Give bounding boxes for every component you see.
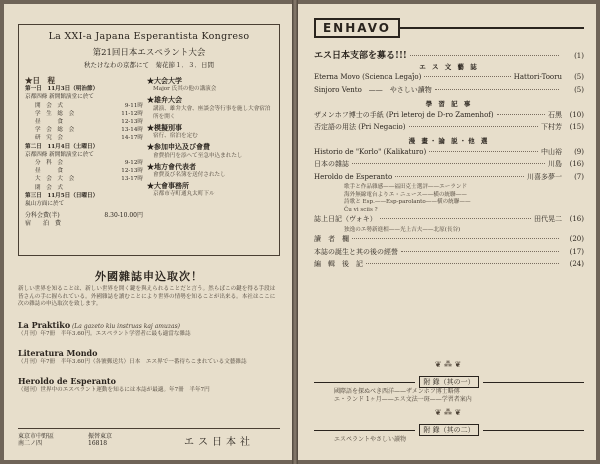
toc-page: (17) (569, 247, 584, 256)
event-text: 會費及び名簿を送付されたし (153, 172, 226, 179)
event-item (147, 77, 273, 93)
toc-title: ザメンホフ博士の手紙 (Pri leteroj de D-ro Zamenhof) (314, 110, 494, 119)
toc-sub-line: 歌手と作品雜感——福田克士選評——エーランド (344, 184, 468, 190)
event-title: ★大會事務所 (147, 181, 189, 191)
magazine-entry (18, 350, 280, 367)
toc-sub-line: 独逸のエ勢新進相——光上吉夫——北原(長谷) (344, 226, 461, 233)
schedule-item: 昼 食 (35, 168, 63, 175)
magazine-description: （月刊）年7冊 半年3.60円（各號郵送共）日本 エス界で一番待ちこまれている文藝雜誌 (18, 359, 247, 366)
header-rule (400, 27, 584, 29)
toc-section-heading: 漫 畫・論 説・他 選 (408, 136, 490, 145)
schedule-item: 分 科 会 (35, 160, 63, 167)
magazine-entry (18, 322, 280, 339)
schedule-time: 13-17時 (121, 176, 143, 183)
schedule-item: 開 会 式 (35, 102, 63, 109)
toc-author: 川島 (548, 160, 562, 168)
toc-entry[interactable] (314, 159, 584, 172)
toc-title: エス日本支部を募る!!! (314, 51, 407, 61)
congress-subtitle: 第21回日本エスペラント大会 (92, 48, 206, 58)
toc-section-heading: 學 習 記 事 (425, 99, 473, 108)
schedule-row (25, 167, 143, 175)
event-text: 講演、雄弁大會、座談会等行事を施し大會宿泊所を開く (153, 105, 271, 120)
event-item (147, 124, 273, 140)
toc-page: (5) (574, 72, 584, 81)
congress-advertisement (18, 24, 280, 256)
toc-entry[interactable] (314, 247, 584, 260)
toc-entry[interactable] (314, 73, 584, 86)
magazine-name: Heroldo de Esperanto (18, 376, 116, 386)
event-item (147, 96, 273, 121)
schedule-item: 学 会 総 会 (35, 127, 75, 134)
schedule-row (25, 110, 143, 118)
toc-author: 田代晃二 (534, 215, 562, 224)
day2-place: 京都四條 新開館演堂に於て (25, 151, 94, 158)
event-title: ★地方會代表者 (147, 161, 196, 171)
toc-author: 中山裕 (541, 147, 562, 156)
toc-entry[interactable] (314, 110, 584, 123)
toc-sub-line: 海外無線電台よりエ・ニュース——横の統聯—— (344, 191, 467, 198)
day2-heading: 第二日 11月4日（土曜日） (25, 143, 99, 150)
event-item (147, 143, 273, 159)
address-line-1: 東京市中野區 (18, 433, 55, 440)
fee-label-2: 宿 泊 費 (25, 220, 62, 228)
toc-entry[interactable] (314, 259, 584, 272)
appendix-1 (314, 376, 584, 404)
schedule-time: 11-12時 (121, 110, 143, 117)
schedule-column (25, 77, 143, 229)
toc-page: (24) (569, 260, 584, 269)
event-title: ★雄弁大会 (147, 95, 182, 105)
appendix-1-line: 國際語を探ぬべき西洋——ザメンホフ博士略傳 (334, 388, 460, 395)
appendix-2-line: エスペラントやさしい讀物 (334, 436, 407, 443)
enhavo-logo: ENHAVO (314, 18, 400, 38)
schedule-time: 13-14時 (121, 127, 143, 134)
table-of-contents (314, 48, 584, 272)
schedule-item: 研 究 会 (35, 135, 63, 142)
schedule-time: 9-12時 (124, 160, 143, 167)
day3-note: 嵐山方面に於て (25, 201, 65, 208)
account-label: 振替東京 (88, 433, 113, 440)
schedule-time: 12-13時 (121, 119, 143, 126)
ornament-divider: ❦ ⁂ ❦ (434, 360, 462, 369)
toc-page: (7) (574, 172, 584, 181)
magazine-description: （週刊）世界中のエスペラント運動を知るには本誌が最適。年7冊 半年7円 (18, 387, 210, 394)
magazine-subtitle: (La gazeto kiu instruas kaj amuzas) (71, 323, 180, 330)
congress-tagline: 秋たけなわの京都にて 菊花節１．３．日間 (84, 61, 214, 69)
appendix-2-label: 附 錄（其の二） (419, 424, 478, 436)
toc-author: 石黑 (548, 110, 562, 119)
schedule-item: 大 会 大 会 (35, 176, 75, 183)
schedule-row (25, 134, 143, 142)
toc-page: (1) (574, 52, 584, 60)
account-number: 16818 (88, 440, 108, 447)
fee-value: 8.30-10.00円 (104, 212, 143, 220)
events-column (147, 77, 273, 229)
day1-heading: 第一日 11月3日（明治節） (25, 86, 99, 93)
toc-sub-line: 詩歌と Esp.——Esp-parolanto——横の統聯—— (344, 199, 471, 206)
toc-entry[interactable] (314, 172, 584, 185)
event-text: Major 氏其の他の講演会 (153, 86, 217, 93)
event-title: ★参加申込及び會費 (147, 142, 210, 152)
toc-entry[interactable] (314, 214, 584, 227)
toc-page: (20) (569, 235, 584, 244)
publisher-footer (18, 428, 280, 451)
toc-entry[interactable] (314, 85, 584, 98)
schedule-item: 学 生 総 会 (35, 110, 75, 117)
schedule-row (25, 184, 143, 192)
fee-label: 分科会費(半) (25, 212, 60, 220)
event-title: ★大会大学 (147, 76, 182, 85)
toc-title: 日本の雜誌 (314, 160, 349, 168)
toc-page: (9) (574, 147, 584, 156)
appendix-1-label: 附 錄（其の一） (419, 376, 478, 388)
foreign-magazines-title: 外國雜誌申込取次！ (95, 270, 203, 283)
toc-entry[interactable] (314, 234, 584, 247)
schedule-item: 閉 会 式 (35, 184, 63, 191)
toc-entry[interactable] (314, 122, 584, 135)
toc-entry[interactable] (314, 48, 584, 61)
schedule-row (25, 102, 143, 110)
toc-sub-line: Ĉu vi sciis ? (344, 206, 378, 213)
schedule-row (25, 175, 143, 183)
appendix-2 (314, 424, 584, 444)
schedule-time: 9-11時 (124, 102, 143, 109)
toc-author: 下村芳 (541, 123, 562, 131)
event-text: 京都市寺町通丸太町下ル (153, 191, 215, 198)
schedule-time: 12-13時 (121, 168, 143, 175)
right-page (298, 4, 596, 460)
day3-heading: 第三日 11月5日（日曜日） (25, 192, 99, 199)
magazine-description: （月刊）年7冊 半年3.60円。エスペラント学習者に最も適當な雜誌 (18, 331, 191, 338)
ornament-divider: ❦ ⁂ ❦ (434, 408, 462, 417)
fee-row (25, 212, 143, 228)
event-text: 會費拾円を添へて至急申込まれたし (153, 152, 243, 159)
toc-title: 本誌の誕生と其の後の經營 (314, 247, 398, 256)
event-text: 宿行、宿泊を定む (153, 133, 198, 140)
schedule-heading: ★日 程 (25, 76, 55, 85)
schedule-time: 14-17時 (121, 135, 143, 142)
toc-author: Hattori-Tooru (513, 72, 562, 81)
toc-title: Heroldo de Esperanto (314, 172, 393, 181)
publisher-name: エス日本社 (184, 436, 254, 448)
day1-place: 京都四條 新開館演堂に於て (25, 94, 94, 101)
magazine-entry (18, 378, 280, 395)
toc-title: Historio de "Korlo" (Kalikaturo) (314, 147, 427, 156)
event-item (147, 182, 273, 198)
toc-entry[interactable] (314, 147, 584, 160)
magazine-name: Literatura Mondo (18, 348, 98, 358)
toc-page: (16) (569, 215, 584, 224)
congress-title: La XXI-a Japana Esperantista Kongreso (48, 31, 250, 42)
toc-title: 編 輯 後 記 (314, 260, 363, 269)
toc-title: Sinjoro Vento —— やさしい讀物 (314, 86, 432, 94)
toc-author: 川喜多夢一 (527, 172, 562, 181)
toc-page: (5) (574, 86, 584, 94)
left-page (4, 4, 292, 460)
toc-title: 誌上日記（ヴォキ） (314, 215, 377, 224)
schedule-row (25, 126, 143, 134)
address-line-2: 南二ノ四 (18, 440, 43, 447)
schedule-row (25, 118, 143, 126)
toc-section-heading: エ ス 文 藝 誌 (419, 62, 479, 71)
toc-page: (15) (569, 123, 584, 131)
toc-title: 讀 者 欄 (314, 235, 349, 244)
foreign-magazines-text: 新しい世界を知ることは、新しい世界を開く鍵を與えられることだと言う。然らばこの鍵を得る手段は皆さんの手に握られている。外國雜誌を讀むことにより世界の情勢を知ることが出来る。本社はここに次の雜誌の申込取次を致します。 (18, 286, 276, 308)
schedule-row (25, 159, 143, 167)
toc-page: (10) (569, 110, 584, 119)
toc-page: (16) (569, 160, 584, 168)
schedule-item: 昼 食 (35, 119, 63, 126)
toc-title: Eterna Movo (Scienca Legaĵo) (314, 72, 422, 81)
magazine-name: La Praktiko (18, 320, 71, 330)
toc-title: 否定語の用法 (Pri Negacio) (314, 123, 406, 131)
event-title: ★模擬別事 (147, 123, 182, 133)
event-item (147, 163, 273, 179)
appendix-1-line: エ・ランド 1ヶ月——エス文法一斑——学習者案内 (334, 396, 472, 403)
